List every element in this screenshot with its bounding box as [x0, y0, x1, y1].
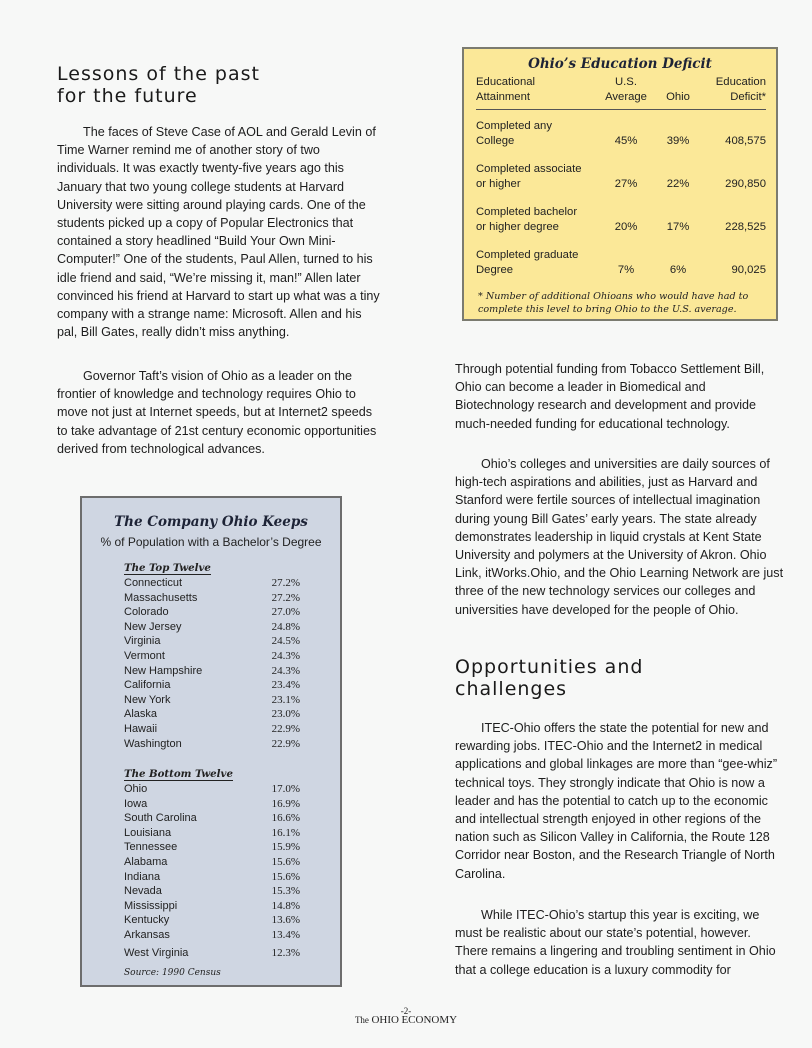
right-paragraph-1: Through potential funding from Tobacco Settlement Bill, Ohio can become a leader in Biomedical and Biotechnology research and development and provide much-needed funding for educational technology. [455, 362, 765, 431]
heading-challenges: challenges [455, 678, 568, 700]
education-deficit-title: Ohio’s Education Deficit [528, 56, 712, 72]
company-box-title: The Company Ohio Keeps [114, 514, 308, 530]
right-heading [455, 656, 775, 700]
company-box-source: Source: 1990 Census [124, 968, 221, 978]
row-label: Completed graduate Degree [476, 249, 579, 276]
right-paragraph-4: While ITEC-Ohio’s startup this year is exciting, we must be realistic about our state’s potential, however. There remains a lingering and troubling sentiment in Ohio that a college education is a luxury commodity for [455, 908, 776, 977]
list-item: South Carolina 16.6% [124, 812, 300, 825]
row-ohio: 22% [666, 178, 690, 190]
row-deficit: 90,025 [731, 264, 766, 276]
right-paragraph-3: ITEC-Ohio offers the state the potential for new and rewarding jobs. ITEC-Ohio and the Internet2 in medical applications and global linkages are more than “gee-whiz” technical toys. They strongly indicate that Ohio is now a leader and has the potential to catch up to the economic and intellectual strength enjoyed in other regions of the nation such as Silicon Valley in California, the Route 128 Corridor near Boston, and the Research Triangle of North Carolina. [455, 721, 778, 881]
list-item: Alabama 15.6% [124, 855, 300, 868]
education-deficit-table [476, 75, 766, 278]
row-us: 27% [614, 178, 638, 190]
row-label: Completed bachelor or higher degree [476, 206, 578, 233]
row-deficit: 408,575 [725, 135, 766, 147]
row-ohio: 17% [666, 221, 690, 233]
top-twelve-label: The Top Twelve [124, 562, 211, 574]
header-deficit: Education Deficit* [704, 75, 766, 110]
footer-ohio: OHIO [371, 1014, 399, 1026]
list-item: Hawaii 22.9% [124, 722, 300, 735]
list-item: Iowa 16.9% [124, 797, 300, 810]
row-ohio: 6% [669, 264, 687, 276]
header-us-average: U.S. Average [600, 75, 652, 110]
header-ohio: Ohio [652, 75, 704, 110]
heading-lessons: Lessons of the past [57, 63, 260, 85]
list-item: Virginia 24.5% [124, 635, 300, 648]
list-item: New York 23.1% [124, 693, 300, 706]
table-row [476, 149, 766, 192]
list-item: Nevada 15.3% [124, 885, 300, 898]
list-item: Mississippi 14.8% [124, 899, 300, 912]
list-item: Kentucky 13.6% [124, 914, 300, 927]
company-box-subtitle: % of Population with a Bachelor’s Degree [100, 535, 322, 549]
heading-opportunities: Opportunities and [455, 656, 644, 678]
education-header-row [476, 75, 766, 110]
list-item: New Jersey 24.8% [124, 620, 300, 633]
footer-economy: ECONOMY [401, 1014, 458, 1026]
row-deficit: 228,525 [725, 221, 766, 233]
bottom-twelve-label: The Bottom Twelve [124, 768, 233, 780]
row-us: 45% [614, 135, 638, 147]
list-item: Louisiana 16.1% [124, 826, 300, 839]
bottom-twelve-list [124, 782, 300, 960]
list-item: California 23.4% [124, 679, 300, 692]
list-item: Washington 22.9% [124, 737, 300, 750]
row-deficit: 290,850 [725, 178, 766, 190]
list-item: Alaska 23.0% [124, 708, 300, 721]
education-deficit-note: * Number of additional Ohioans who would have had to complete this level to bring Ohio to the U.S. average. [478, 291, 749, 315]
left-paragraph-1: The faces of Steve Case of AOL and Gerald Levin of Time Warner remind me of another story of two individuals. It was exactly twenty-five years ago this January that two young college students at Harvard University were sitting around playing cards. One of the students picked up a copy of Popular Electronics that contained a story headlined “Build Your Own Mini-Computer!” One of the students, Paul Allen, turned to his idle friend and said, “We’re missing it, man!” Allen later convinced his friend at Harvard to start up what was a tiny company with a strange name: Microsoft. Allen and his pal, Bill Gates, really didn’t miss anything. [57, 125, 380, 340]
page-footer [0, 1006, 812, 1026]
table-row [476, 235, 766, 278]
list-item: Connecticut 27.2% [124, 577, 300, 589]
list-item: New Hampshire 24.3% [124, 664, 300, 677]
education-deficit-box [462, 47, 778, 321]
company-ohio-keeps-box [80, 496, 342, 987]
right-paragraph-2: Ohio’s colleges and universities are daily sources of high-tech aspirations and abilities, just as Harvard and Stanford were fertile sources of intellectual imagination during young Bill Gates’ early years. The state already demonstrates leadership in liquid crystals at Kent State University and polymers at the University of Akron. Ohio Link, itWorks.Ohio, and the Ohio Learning Network are just three of the new technology services our colleges and universities have developed for the people of Ohio. [455, 457, 784, 617]
heading-future: for the future [57, 85, 198, 107]
page-number: -2- [400, 1006, 412, 1016]
header-attainment: Educational Attainment [476, 75, 600, 110]
list-item: Massachusetts 27.2% [124, 591, 300, 604]
list-item: West Virginia 12.3% [124, 946, 300, 959]
row-ohio: 39% [666, 135, 690, 147]
row-label: Completed associate or higher [476, 163, 582, 190]
list-item: Indiana 15.6% [124, 870, 300, 883]
list-item: Colorado 27.0% [124, 606, 300, 619]
list-item: Arkansas 13.4% [124, 928, 300, 941]
list-item: Tennessee 15.9% [124, 841, 300, 854]
row-label: Completed any College [476, 120, 552, 147]
footer-the: The [354, 1015, 369, 1025]
top-twelve-list [124, 576, 300, 751]
row-us: 7% [617, 264, 635, 276]
table-row [476, 192, 766, 235]
left-heading [57, 63, 357, 107]
list-item: Ohio 17.0% [124, 783, 300, 795]
left-paragraph-2: Governor Taft’s vision of Ohio as a leader on the frontier of knowledge and technology requires Ohio to move not just at Internet speeds, but at Internet2 speeds to take advantage of 21st century economic opportunities derived from technological advances. [57, 369, 377, 456]
row-us: 20% [614, 221, 638, 233]
table-row [476, 110, 766, 150]
list-item: Vermont 24.3% [124, 649, 300, 662]
